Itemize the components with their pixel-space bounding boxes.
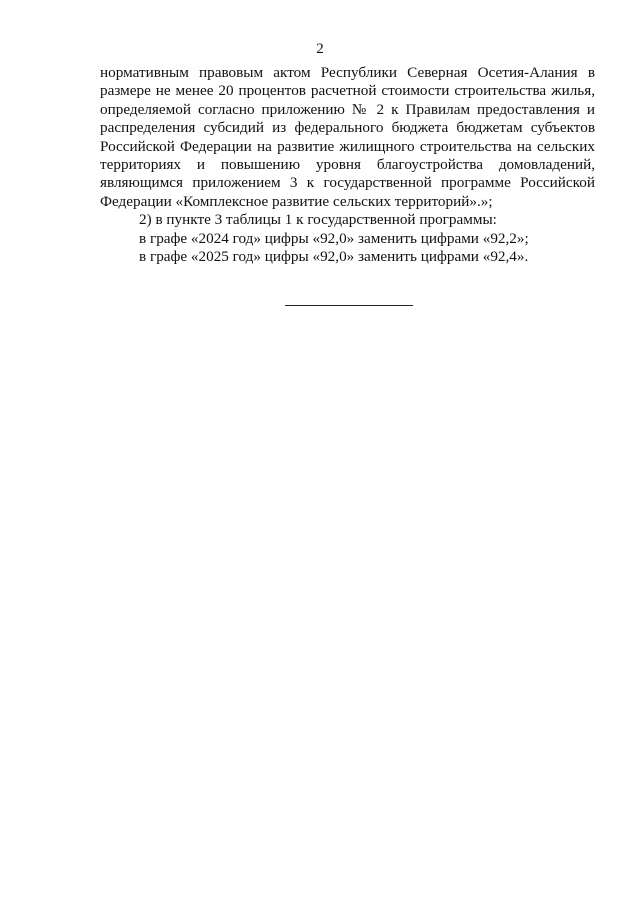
change-line-2025: в графе «2025 год» цифры «92,0» заменить цифрами «92,4». bbox=[139, 248, 529, 266]
document-body bbox=[100, 64, 595, 266]
end-divider-line bbox=[285, 305, 413, 306]
list-item-2: 2) в пункте 3 таблицы 1 к государственной программы: bbox=[139, 211, 497, 229]
page-number: 2 bbox=[316, 41, 324, 57]
paragraph-continuation: нормативным правовым актом Республики Северная Осетия-Алания в размере не менее 20 процентов расчетной стоимости строительства жилья, определяемой согласно приложению № 2 к Правилам предоставления и распределения субсидий из федерального бюджета бюджетам субъектов Российской Федерации на развитие жилищного строительства на сельских территориях и повышению уровня благоустройства домовладений, являющимся приложением 3 к государственной программе Российской Федерации «Комплексное развитие сельских территорий».»; bbox=[100, 64, 595, 210]
change-line-2024: в графе «2024 год» цифры «92,0» заменить цифрами «92,2»; bbox=[139, 229, 529, 247]
